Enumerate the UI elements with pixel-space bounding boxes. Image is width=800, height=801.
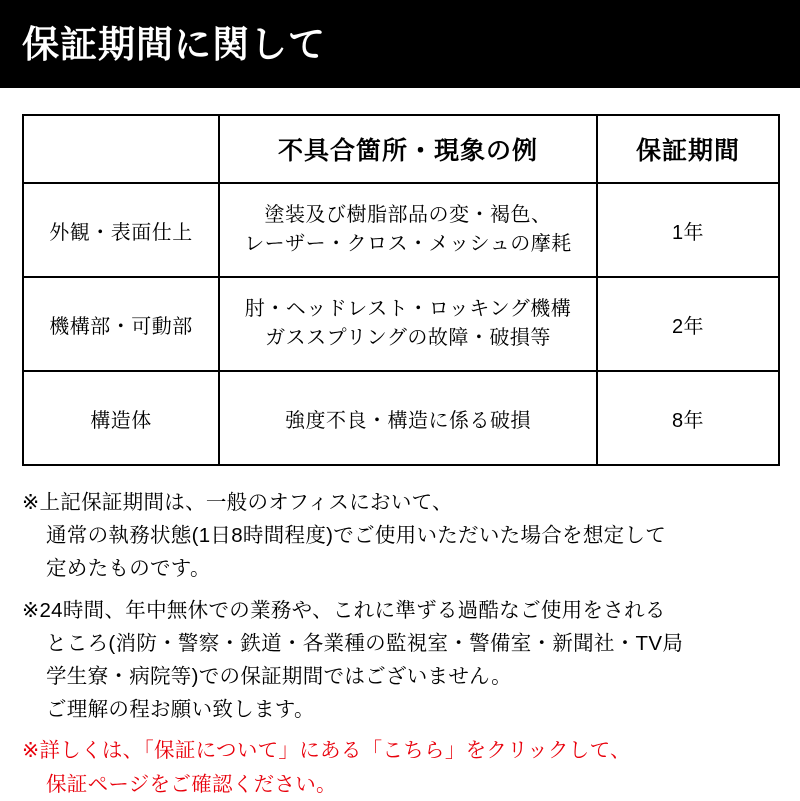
row-category: 外観・表面仕上 bbox=[23, 183, 219, 277]
note-line: 定めたものです。 bbox=[46, 557, 211, 581]
row-description-line: 塗装及び樹脂部品の変・褐色、 bbox=[264, 204, 552, 226]
table-row bbox=[23, 371, 779, 465]
page-title: 保証期間に関して bbox=[22, 23, 326, 65]
row-description: 強度不良・構造に係る破損 bbox=[219, 371, 597, 465]
row-description-line: 肘・ヘッドレスト・ロッキング機構 bbox=[244, 298, 572, 320]
table-row bbox=[23, 277, 779, 371]
row-category: 構造体 bbox=[23, 371, 219, 465]
table-row bbox=[23, 183, 779, 277]
row-term: 1年 bbox=[597, 183, 779, 277]
table-header-term: 保証期間 bbox=[597, 115, 779, 183]
row-term: 2年 bbox=[597, 277, 779, 371]
table-header-row bbox=[23, 115, 779, 183]
notes-section bbox=[0, 466, 800, 801]
row-description-line: ガススプリングの故障・破損等 bbox=[265, 327, 551, 349]
row-description-line: レーザー・クロス・メッシュの摩耗 bbox=[244, 233, 572, 255]
page-header bbox=[0, 0, 800, 88]
note-item-warning bbox=[22, 734, 778, 800]
note-line: ※詳しくは、「保証について」にある「こちら」をクリックして、 bbox=[22, 739, 631, 763]
note-line: ところ(消防・警察・鉄道・各業種の監視室・警備室・新聞社・TV局 bbox=[46, 631, 684, 655]
row-category: 機構部・可動部 bbox=[23, 277, 219, 371]
table-header-description: 不具合箇所・現象の例 bbox=[219, 115, 597, 183]
row-description bbox=[219, 183, 597, 277]
row-description bbox=[219, 277, 597, 371]
table-header-blank bbox=[23, 115, 219, 183]
note-line: ※24時間、年中無休での業務や、これに準ずる過酷なご使用をされる bbox=[22, 598, 666, 622]
warranty-table-container bbox=[0, 88, 800, 466]
note-item bbox=[22, 594, 778, 727]
note-line: ※上記保証期間は、一般のオフィスにおいて、 bbox=[22, 491, 453, 514]
note-line: 通常の執務状態(1日8時間程度)でご使用いただいた場合を想定して bbox=[46, 524, 667, 548]
note-line: ご理解の程お願い致します。 bbox=[46, 698, 315, 722]
note-item bbox=[22, 486, 778, 586]
warranty-table bbox=[22, 114, 780, 466]
note-line: 学生寮・病院等)での保証期間ではございません。 bbox=[46, 665, 512, 689]
note-line: 保証ページをご確認ください。 bbox=[46, 772, 337, 796]
row-term: 8年 bbox=[597, 371, 779, 465]
